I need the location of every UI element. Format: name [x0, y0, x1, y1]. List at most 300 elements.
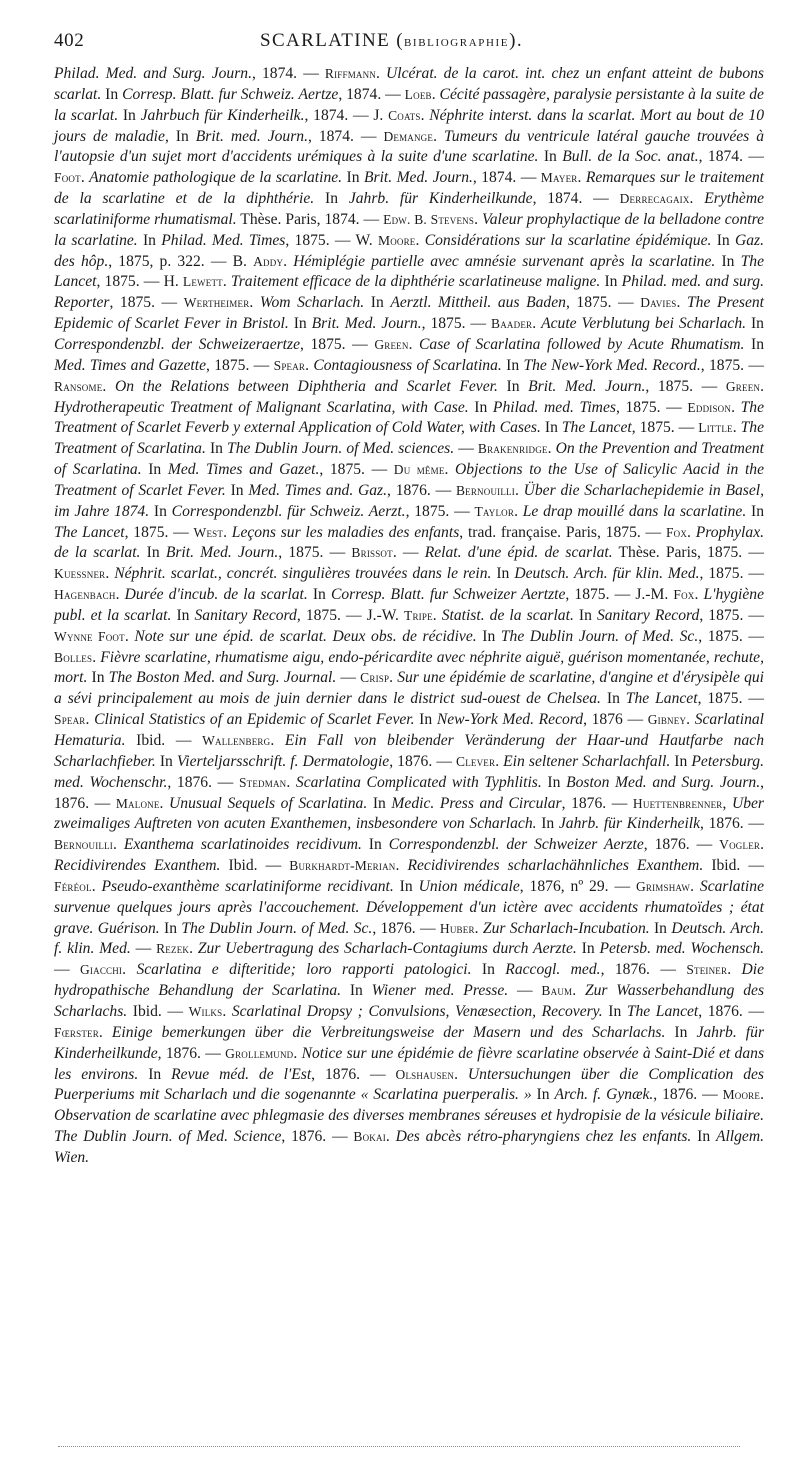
citation-text: In	[602, 1002, 627, 1020]
citation-text: In	[364, 294, 391, 312]
citation-text: In	[746, 315, 764, 333]
cited-title: On the Relations between Diphtheria and Scarlet Fever.	[114, 377, 498, 395]
cited-title: Contagiousness of Scarlatina.	[313, 356, 502, 374]
citation-text: In	[140, 544, 166, 562]
citation-text: .	[85, 711, 95, 729]
cited-title: The Lancet	[561, 419, 632, 437]
author-name: Kuessner	[54, 566, 106, 582]
citation-text: .	[376, 65, 387, 82]
citation-text: .	[474, 919, 483, 937]
author-name: Davies	[640, 295, 677, 311]
cited-title: Zur Uebertragung des Scharlach-Contagiums durch Aerzte.	[197, 940, 577, 958]
citation-text: .	[105, 565, 115, 583]
citation-text: In	[101, 85, 123, 103]
cited-title: Brit. med. Journ.	[195, 127, 308, 145]
citation-text: .	[760, 1086, 764, 1104]
cited-title: The Boston Med. and Surg. Journal.	[108, 669, 337, 687]
citation-text: .	[91, 877, 102, 895]
citation-text: , 1876. —	[643, 836, 720, 854]
citation-text: , 1875. —	[631, 419, 699, 437]
citation-text: In	[342, 169, 364, 187]
citation-text: —	[454, 440, 478, 458]
cited-title: Remarques sur le traitement de la scarlatine et de la diphthérie.	[54, 169, 765, 208]
citation-text: Ibid. —	[703, 857, 765, 875]
citation-text: , 1875. —	[421, 315, 492, 333]
citation-text: .	[727, 961, 742, 979]
citation-text: ,	[722, 794, 732, 812]
cited-title: Jahrbuch für Kinderheilk.	[140, 106, 305, 124]
citation-text: , 1876. —	[387, 481, 456, 499]
cited-title: Traitement efficace de la diphthérie scarlatineuse maligne.	[230, 273, 601, 291]
citation-text: .	[760, 377, 764, 395]
author-name: Eddison	[687, 399, 732, 415]
author-name: Wilks	[188, 1003, 223, 1019]
citation-text: .	[572, 982, 585, 1000]
cited-title: The Dublin Journ. of Med. Science	[54, 1128, 282, 1146]
citation-text: Ibid. —	[220, 857, 290, 875]
author-name: Féréol	[54, 878, 92, 894]
author-name: Wertheimer	[183, 295, 250, 311]
cited-title: Durée d'incub. de la scarlat.	[124, 586, 308, 604]
author-name: Olshausen	[395, 1066, 455, 1082]
cited-title: Correspondenzbl. der Schweizer Aerzte	[388, 836, 644, 854]
citation-text: , 1875. —	[565, 294, 641, 312]
author-name: Huettenbrenner	[632, 795, 723, 811]
citation-text: .	[222, 273, 231, 291]
author-name: Riffmann	[324, 66, 377, 81]
citation-text: In	[149, 502, 172, 520]
cited-title: Jahrb. für Kinderheilkunde	[54, 1023, 765, 1062]
author-name: Moore	[378, 232, 416, 248]
author-name: Huber	[439, 920, 475, 936]
cited-title: Philad. Med. Times	[161, 231, 286, 249]
citation-text: , 1875. —	[206, 356, 274, 374]
citation-text: In	[367, 794, 392, 812]
bibliography-paragraph	[54, 64, 764, 1169]
citation-text: .	[676, 294, 687, 312]
citation-text: , 1875. — H.	[96, 273, 183, 291]
citation-text: Ibid. —	[125, 732, 203, 749]
citation-text: In	[341, 982, 372, 1000]
citation-text: In	[540, 419, 562, 437]
author-name: Bernouilli	[54, 837, 113, 853]
cited-title: Ein Fall von bleibender Veränderung der Haar-und Hautfarbe nach Scharlachfieber.	[54, 732, 764, 770]
cited-title: Aerztl. Mittheil. aus Baden	[390, 294, 566, 312]
citation-text: .	[532, 315, 542, 333]
cited-title: Med. Times and. Gaz.	[248, 481, 388, 499]
cited-title: Wom Scharlach.	[259, 294, 365, 312]
cited-title: Raccogl. med.	[505, 961, 601, 979]
citation-text: In	[746, 502, 765, 520]
citation-text: .	[454, 1065, 468, 1083]
citation-text: , In	[164, 127, 196, 145]
author-name: West	[193, 524, 224, 540]
cited-title: Scarlatina Complicated with Typhlitis.	[295, 773, 542, 791]
citation-text: , 1875. —	[697, 690, 764, 708]
cited-title: Scarlatina e difteritide; loro rapporti patologici.	[136, 961, 472, 979]
cited-title: Ulcérat. de la carot. int. chez un enfant atteint de bubons scarlat.	[54, 65, 764, 103]
running-title	[204, 30, 764, 52]
citation-text: In	[414, 711, 437, 729]
citation-text: .	[98, 1023, 112, 1041]
citation-text: .	[474, 210, 482, 228]
author-name: Grollemund	[225, 1045, 294, 1061]
author-name: Hagenbach	[54, 587, 116, 603]
citation-text: In	[665, 1023, 697, 1041]
citation-text: .	[694, 586, 704, 604]
citation-text: —	[336, 669, 361, 687]
citation-text: .	[689, 190, 705, 208]
citation-text: , 1875. —	[405, 502, 475, 520]
cited-title: The Dublin Journ. of Med. sciences.	[227, 440, 455, 458]
cited-title: Zur Wasserbehandlung des Scharlachs.	[54, 982, 765, 1020]
citation-text: , 1876. —	[157, 1044, 226, 1062]
citation-text: In	[307, 586, 331, 604]
citation-text: .	[283, 252, 294, 270]
author-name: Green	[725, 378, 761, 394]
cited-title: Sur une épidémie de scarlatine, d'angine et d'érysipèle qui a sévi principalement au mois de juin dernier dans le district sud-ouest de Chelsea.	[54, 669, 764, 708]
citation-text: .	[732, 419, 741, 437]
author-name: Tripe	[404, 607, 433, 623]
citation-text: In	[600, 690, 626, 708]
citation-text: .	[408, 335, 420, 353]
citation-text: .	[687, 523, 696, 541]
cited-title: Untersuchungen über die Complication des Puerperiums mit Scharlach und die sogenannte « Scarlatina puerperalis. »	[54, 1065, 764, 1104]
author-name: Ransome	[54, 378, 103, 394]
running-title-main: SCARLATINE (	[260, 30, 404, 51]
cited-title: Relat. d'une épid. de scarlat.	[424, 544, 613, 562]
cited-title: Le drap mouillé dans la scarlatine.	[522, 502, 747, 520]
citation-text: , 1876. —	[54, 773, 765, 812]
cited-title: Petersb. med. Wochensch.	[599, 940, 765, 958]
citation-text: In	[155, 752, 177, 770]
citation-text: In	[491, 565, 515, 583]
citation-text: , 1876. —	[561, 794, 633, 812]
citation-text: .	[395, 857, 408, 875]
cited-title: Néphrit. scarlat., concrét. singulières trouvées dans le rein.	[114, 565, 492, 583]
citation-text: .	[92, 648, 101, 666]
footer-dotted-rule	[58, 1446, 740, 1447]
citation-text: , 1874. —	[532, 190, 620, 208]
citation-text: In	[225, 481, 249, 499]
author-name: Baum	[541, 983, 573, 999]
author-name: Malone	[115, 795, 160, 811]
author-name: Crisp	[360, 670, 390, 686]
cited-title: The Present Epidemic of Scarlet Fever in Bristol.	[54, 294, 764, 333]
citation-text: , 1876, nº 29. —	[519, 877, 636, 895]
cited-title: Prophylax. de la scarlat.	[54, 523, 765, 562]
citation-text: In	[314, 190, 349, 208]
author-name: Vogler	[719, 837, 761, 853]
citation-text: .	[420, 106, 430, 124]
citation-text: .	[495, 752, 504, 770]
citation-text: , 1876. —	[389, 752, 456, 770]
cited-title: Objections to the Use of Salicylic Aacid in the Treatment of Scarlet Fever.	[54, 461, 765, 499]
author-name: Brakenridge	[477, 441, 548, 457]
cited-title: The Treatment of Scarlet Feverb y external Application of Cold Water, with Cases.	[54, 398, 764, 437]
cited-title: The New-York Med. Record.	[523, 356, 701, 374]
citation-text: , 1875. —	[699, 606, 764, 624]
citation-text: .	[686, 711, 695, 729]
running-title-end: ).	[509, 30, 524, 51]
citation-text: .	[305, 356, 314, 374]
cited-title: Valeur prophylactique de la belladone contre la scarlatine.	[54, 210, 765, 249]
cited-title: Corresp. Blatt. fur Schweizer Aertzte	[330, 586, 566, 604]
citation-text: .	[124, 627, 135, 645]
citation-text: .	[690, 877, 700, 895]
author-name: Clever	[455, 753, 496, 769]
citation-text: .	[577, 169, 586, 187]
cited-title: On the Prevention and Treatment of Scarlatina.	[54, 440, 764, 479]
cited-title: Fièvre scarlatine, rhumatisme aigu, endo-péricardite avec néphrite aiguë, guérison momentanée, rechute, mort.	[54, 648, 765, 687]
citation-text: , 1875. —	[699, 565, 765, 583]
cited-title: Med. Times and Gazette	[54, 356, 207, 374]
cited-title: Revue méd. de l'Est	[171, 1065, 312, 1083]
author-name: Taylor	[474, 503, 515, 519]
author-name: Demange	[383, 128, 434, 144]
cited-title: New-York Med. Record	[436, 711, 584, 729]
cited-title: Allgem. Wien.	[54, 1128, 765, 1166]
author-name: Steiner	[686, 962, 728, 978]
cited-title: Unusual Sequels of Scarlatina.	[169, 794, 368, 812]
citation-text: , 1875. — J.-M.	[565, 586, 674, 604]
citation-text: —	[54, 961, 80, 979]
cited-title: Über die Scharlachepidemie in Basel, im Jahre 1874.	[54, 481, 765, 520]
cited-title: Einige bemerkungen über die Verbreitungsweise der Masern und des Scharlachs.	[111, 1023, 666, 1041]
author-name: Spear	[54, 712, 86, 728]
citation-text: , 1876. —	[167, 773, 239, 791]
cited-title: The Dublin Journ. of Med. Sc.	[181, 919, 373, 937]
citation-text: , 1876. —	[372, 919, 440, 937]
cited-title: Die hydropathische Behandlung der Scarlatina.	[54, 961, 765, 1000]
cited-title: Zur Scharlach-Incubation.	[482, 919, 650, 937]
author-name: Green	[374, 336, 409, 352]
citation-text: .	[547, 440, 556, 458]
citation-text: In	[649, 919, 672, 937]
citation-text: , 1874. —	[698, 148, 764, 166]
cited-title: Philad. med. Times	[492, 398, 616, 416]
citation-text: In	[711, 231, 735, 249]
author-name: Edw. B. Stevens	[383, 211, 475, 227]
citation-text: .	[223, 523, 232, 541]
cited-title: Deutsch. Arch. f. klin. Med.	[54, 919, 764, 958]
cited-title: Wiener med. Presse.	[371, 982, 509, 1000]
citation-text: In	[670, 752, 692, 770]
running-title-subtitle: BIBLIOGRAPHIE	[404, 37, 510, 49]
cited-title: Vierteljarsschrift. f. Dermatologie	[176, 752, 390, 770]
citation-text: In	[468, 398, 493, 416]
citation-text: , 1875. — W.	[285, 231, 378, 249]
citation-text: Thèse. Paris, 1874. —	[236, 210, 384, 228]
citation-text: In	[476, 627, 501, 645]
citation-text: , 1874. — J.	[304, 106, 389, 124]
citation-text: In	[531, 1086, 555, 1104]
author-name: Burkhardt-Merian	[289, 858, 396, 874]
citation-text: In	[138, 1065, 172, 1083]
citation-text: In	[87, 669, 109, 687]
author-name: Spear	[273, 357, 306, 373]
cited-title: Petersburg. med. Wochenschr.	[54, 752, 764, 791]
cited-title: Jahrb. für Kinderheilk	[558, 815, 701, 833]
cited-title: Uber zweimaliges Auftreten von acuten Exanthemen, insbesondere von Scharlach.	[54, 794, 765, 833]
citation-text: Ibid. —	[127, 1002, 189, 1020]
citation-text: .	[385, 1128, 396, 1146]
cited-title: Scarlatinal Dropsy ; Convulsions, Venæsection, Recovery.	[231, 1002, 603, 1020]
author-name: Bernouilli	[455, 482, 515, 498]
citation-text: .	[286, 773, 296, 791]
author-name: Mayer	[540, 170, 578, 186]
citation-text: In	[288, 315, 312, 333]
cited-title: The Lancet	[54, 523, 125, 541]
author-name: Bokai	[353, 1129, 386, 1145]
author-name: Wynne Foot	[54, 628, 125, 644]
cited-title: Tumeurs du ventricule latéral gauche trouvées à l'autopsie d'un sujet mort d'accidents urémiques à la suite d'une scarlatine.	[54, 127, 765, 166]
citation-text: —	[508, 982, 542, 1000]
citation-text: In	[159, 919, 182, 937]
citation-text: Thèse. Paris, 1875. —	[612, 544, 764, 562]
cited-title: Erythème scarlatiniforme rhumatismal.	[54, 190, 765, 228]
citation-text: .	[102, 377, 115, 395]
running-head	[54, 30, 764, 64]
citation-text: .	[415, 231, 425, 249]
cited-title: The Lancet	[625, 690, 698, 708]
citation-text: .	[431, 85, 440, 103]
author-name: Coats	[388, 107, 421, 123]
citation-text: In	[497, 377, 529, 395]
cited-title: Scarlatinal Hematuria.	[54, 711, 765, 749]
citation-text: In	[600, 273, 622, 291]
cited-title: Recidivirendes scharlachähnliches Exanthem.	[407, 857, 704, 875]
cited-title: Clinical Statistics of an Epidemic of Scarlet Fever.	[94, 711, 415, 729]
author-name: Grimshaw	[635, 878, 691, 894]
cited-title: Brit. Med. Journ.	[363, 169, 473, 187]
citation-text: In	[501, 356, 524, 374]
citation-text: , 1876. —	[698, 1002, 765, 1020]
citation-text: —	[130, 940, 157, 958]
citation-text: .	[159, 794, 170, 812]
citation-text: , 1874. —	[307, 127, 384, 145]
author-name: Giacchi	[79, 962, 123, 978]
citation-text: , 1875. —	[615, 398, 688, 416]
cited-title: Sanitary Record	[194, 606, 297, 624]
cited-title: Philad. Med. and Surg. Journ.	[54, 65, 252, 82]
citation-text: , 1875, p. 322. — B.	[108, 252, 254, 270]
cited-title: Bull. de la Soc. anat.	[562, 148, 699, 166]
cited-title: Gaz. des hôp.	[54, 231, 765, 270]
cited-title: Brit. Med. Journ.	[165, 544, 279, 562]
citation-text: , 1875. —	[124, 523, 194, 541]
cited-title: Cécité passagère, paralysie persistante à la suite de la scarlat.	[54, 85, 764, 124]
citation-text: .	[189, 940, 198, 958]
author-name: Stedman	[238, 774, 287, 790]
cited-title: Scarlatine survenue quelques jours après l'accouchement. Développement d'un ictère avec accidents rhumatoïdes ; état grave. Guérison.	[54, 877, 764, 937]
citation-text: In	[715, 252, 741, 270]
author-name: Gibney	[647, 712, 687, 728]
citation-text: .	[444, 461, 456, 479]
cited-title: Med. Times and Gazet.	[167, 461, 320, 479]
author-name: Foot	[54, 170, 81, 186]
citation-text: .	[270, 732, 285, 749]
cited-title: Statist. de la scarlat.	[441, 606, 574, 624]
cited-title: Arch. f. Gynæk.	[554, 1086, 654, 1104]
citation-text: In	[361, 836, 389, 854]
citation-text: In	[141, 461, 168, 479]
cited-title: Jahrb. für Kinderheilkunde	[348, 190, 533, 208]
cited-title: Notice sur une épidémie de fièvre scarlatine observée à Saint-Dié et dans les environs.	[54, 1044, 765, 1083]
citation-text: .	[80, 169, 90, 187]
cited-title: Hydrotherapeutic Treatment of Malignant Scarlatina, with Case.	[54, 398, 469, 416]
cited-title: Acute Verblutung bei Scharlach.	[541, 315, 747, 333]
cited-title: Sanitary Record	[596, 606, 700, 624]
citation-text: .	[293, 1044, 302, 1062]
cited-title: Correspondenzbl. für Schweiz. Aerzt.	[171, 502, 406, 520]
cited-title: Medic. Press and Circular	[391, 794, 562, 812]
citation-text: , 1874. —	[338, 85, 405, 103]
author-name: Wallenberg	[202, 733, 271, 748]
citation-text: In	[744, 335, 765, 353]
citation-text: , 1875. —	[645, 377, 726, 395]
citation-text: In	[573, 606, 597, 624]
author-name: Fœrster	[54, 1024, 99, 1040]
citation-text: In	[541, 773, 567, 791]
citation-text: , 1876. —	[311, 1065, 396, 1083]
cited-title: Corresp. Blatt. fur Schweiz. Aertze	[122, 85, 339, 103]
cited-title: Union médicale	[418, 877, 520, 895]
cited-title: Hémiplégie partielle avec amnésie survenant après la scarlatine.	[293, 252, 716, 270]
author-name: Fox	[665, 524, 688, 540]
citation-text: , 1876. —	[700, 815, 764, 833]
citation-text: , 1875. —	[700, 356, 764, 374]
citation-text: , 1875. —	[698, 627, 765, 645]
cited-title: Pseudo-exanthème scarlatiniforme recidivant.	[101, 877, 394, 895]
author-name: Du même	[393, 462, 445, 478]
citation-text: In	[205, 440, 228, 458]
citation-text: In	[691, 1128, 716, 1146]
citation-text: In	[536, 815, 559, 833]
citation-text: .	[760, 836, 765, 854]
citation-text: In	[471, 961, 506, 979]
cited-title: Anatomie pathologique de la scarlatine.	[89, 169, 343, 187]
cited-title: Recidivirendes Exanthem.	[54, 857, 221, 875]
author-name: Little	[698, 420, 733, 436]
cited-title: Considérations sur la scarlatine épidémique.	[424, 231, 712, 249]
citation-text: In	[171, 606, 195, 624]
citation-text: , 1874. —	[251, 65, 325, 82]
page-number: 402	[54, 30, 85, 51]
cited-title: Observation de scarlatine avec phlegmasie des diverses membranes séreuses et hydropisie de la vésicule biliaire.	[54, 1107, 764, 1125]
citation-text: , 1876. —	[281, 1128, 354, 1146]
author-name: Derrecagaix	[619, 191, 690, 207]
cited-title: Philad. med. and surg. Reporter	[54, 273, 764, 312]
citation-text: In	[393, 877, 419, 895]
author-name: Rezek	[156, 941, 190, 957]
citation-text: , trad. française. Paris, 1875. —	[459, 523, 666, 541]
citation-text: .	[389, 669, 398, 687]
citation-text: .	[122, 961, 137, 979]
citation-text: .	[249, 294, 260, 312]
cited-title: Note sur une épid. de scarlat. Deux obs. de récidive.	[134, 627, 477, 645]
citation-text: .	[731, 398, 741, 416]
citation-text: .	[433, 127, 444, 145]
cited-title: Exanthema scarlatinoides recidivum.	[123, 836, 362, 854]
citation-text: In	[118, 106, 141, 124]
author-name: Fox	[673, 587, 695, 603]
cited-title: The Treatment of Scarlatina.	[54, 419, 765, 458]
cited-title: The Lancet	[54, 252, 764, 291]
author-name: Bolles	[54, 649, 93, 665]
citation-text: . —	[392, 544, 425, 562]
cited-title: Correspondenzbl. der Schweizeraertze	[54, 335, 301, 353]
